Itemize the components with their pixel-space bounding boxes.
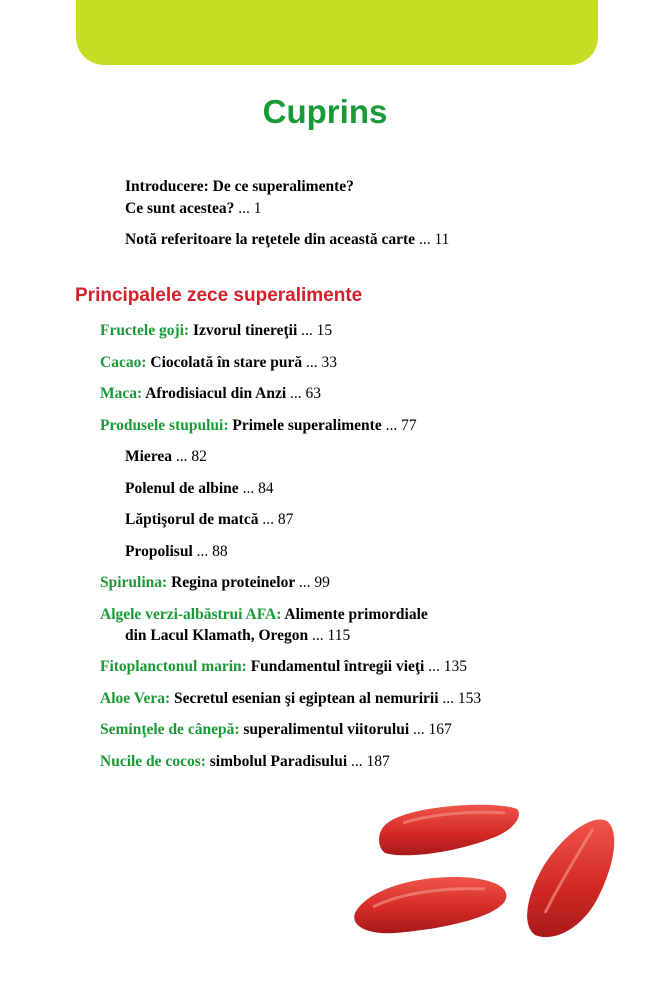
entry-desc: Regina proteinelor <box>171 574 295 591</box>
entry-desc: Izvorul tinereţii <box>192 322 298 339</box>
toc-subentry-pollen[interactable] <box>100 478 481 499</box>
entry-name: Algele verzi-albăstrui AFA: <box>100 605 282 623</box>
entry-name: Spirulina: <box>100 574 168 591</box>
page-number: ... 11 <box>418 231 450 248</box>
entry-desc: Mierea <box>125 448 173 465</box>
toc-entry-afa-algae[interactable] <box>100 604 481 646</box>
toc-entry-maca[interactable] <box>100 383 481 404</box>
toc-entry-hemp-seeds[interactable] <box>100 719 481 740</box>
toc-entry-coconuts[interactable] <box>100 751 481 772</box>
entry-desc: Polenul de albine <box>125 479 239 497</box>
entry-desc-cont <box>100 625 481 646</box>
entry-name: Nucile de cocos: <box>100 752 206 770</box>
toc-list <box>100 320 481 782</box>
page-number: ... 87 <box>262 511 294 528</box>
toc-subentry-honey[interactable] <box>100 446 481 467</box>
page-number: ... 15 <box>301 322 333 339</box>
entry-desc: superalimentul viitorului <box>243 721 410 738</box>
entry-name: Fructele goji: <box>100 322 190 339</box>
toc-subentry-royal-jelly[interactable] <box>100 509 481 530</box>
page-title: Cuprins <box>262 93 388 130</box>
toc-entry-bee-products[interactable] <box>100 415 481 436</box>
entry-desc-cont-text: din Lacul Klamath, Oregon <box>125 626 309 644</box>
entry-desc: Primele superalimente <box>232 416 382 434</box>
entry-name: Maca: <box>100 385 143 402</box>
page-number: ... 135 <box>428 658 467 675</box>
page-number: ... 82 <box>175 448 207 465</box>
page-number: ... 63 <box>290 385 322 402</box>
intro-entries <box>125 176 449 260</box>
page-number: ... 115 <box>312 626 351 644</box>
page-number: ... 99 <box>298 574 330 591</box>
top-banner <box>76 0 598 65</box>
entry-name: Produsele stupului: <box>100 416 229 434</box>
entry-desc: Ciocolată în stare pură <box>150 353 303 371</box>
page-number: ... 1 <box>238 200 262 217</box>
toc-subentry-propolis[interactable] <box>100 541 481 562</box>
toc-entry-cacao[interactable] <box>100 352 481 373</box>
toc-entry-phytoplankton[interactable] <box>100 656 481 677</box>
entry-desc: Afrodisiacul din Anzi <box>145 385 287 402</box>
entry-title-cont: Ce sunt acestea? <box>125 200 235 217</box>
toc-entry-recipes-note[interactable] <box>125 229 449 251</box>
entry-desc: Lăptişorul de matcă <box>125 511 259 528</box>
toc-entry-goji[interactable] <box>100 320 481 341</box>
goji-berry-bottom <box>354 877 506 933</box>
entry-desc: Propolisul <box>125 542 193 560</box>
entry-desc: Secretul esenian şi egiptean al nemuririi <box>174 689 439 707</box>
entry-name: Aloe Vera: <box>100 689 171 707</box>
entry-desc: simbolul Paradisului <box>209 752 348 770</box>
page-number: ... 167 <box>413 721 452 738</box>
toc-entry-spirulina[interactable] <box>100 572 481 593</box>
entry-name: Seminţele de cânepă: <box>100 721 240 738</box>
entry-name: Fitoplanctonul marin: <box>100 658 247 675</box>
page-number: ... 153 <box>442 689 482 707</box>
toc-entry-introduction[interactable] <box>125 176 449 220</box>
entry-title: Introducere: De ce superalimente? <box>125 178 354 195</box>
entry-desc: Alimente primordiale <box>284 605 428 623</box>
page-number: ... 88 <box>196 542 228 560</box>
page-number: ... 187 <box>351 752 390 770</box>
goji-berry-top <box>379 805 519 856</box>
goji-berries-illustration <box>345 795 625 945</box>
toc-entry-aloe-vera[interactable] <box>100 688 481 709</box>
goji-berry-right <box>527 820 614 938</box>
entry-name: Cacao: <box>100 353 147 371</box>
page-number: ... 77 <box>385 416 417 434</box>
section-title: Principalele zece superalimente <box>75 285 363 306</box>
entry-title: Notă referitoare la reţetele din această carte <box>125 231 416 248</box>
page-number: ... 33 <box>305 353 337 371</box>
page-number: ... 84 <box>242 479 274 497</box>
entry-desc: Fundamentul întregii vieţi <box>250 658 425 675</box>
